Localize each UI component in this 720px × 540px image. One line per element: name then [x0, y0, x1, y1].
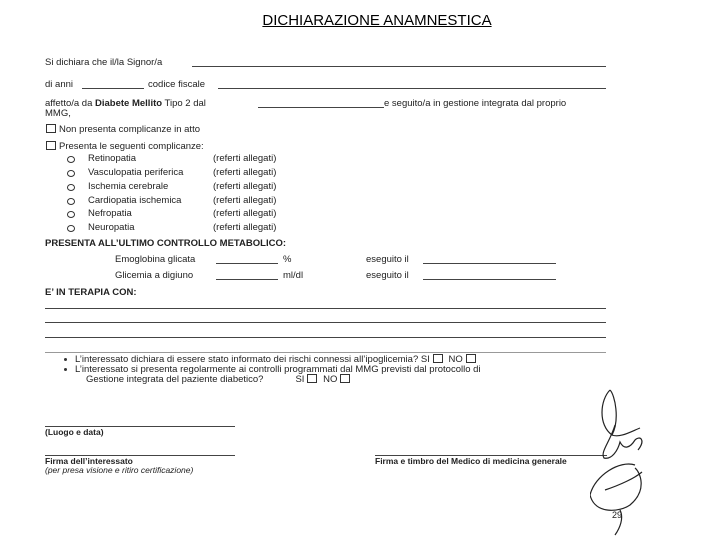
- handwritten-signature: [590, 380, 670, 540]
- q2-no-checkbox[interactable]: [340, 374, 350, 383]
- complication-radio[interactable]: [67, 156, 75, 163]
- therapy-line[interactable]: [45, 322, 606, 323]
- complication-note: (referti allegati): [213, 208, 277, 219]
- therapy-line[interactable]: [45, 352, 606, 353]
- si-label: SI: [420, 354, 430, 365]
- complication-note: (referti allegati): [213, 181, 277, 192]
- si-label: SI: [295, 374, 305, 385]
- affetto-tipo: Tipo 2 dal: [164, 98, 206, 109]
- emoglobina-label: Emoglobina glicata: [115, 254, 196, 265]
- affetto-post: e seguito/a in gestione integrata dal proprio: [384, 98, 567, 109]
- complication-radio[interactable]: [67, 184, 75, 191]
- complication-name: Vasculopatia periferica: [88, 167, 184, 178]
- signor-field[interactable]: [192, 66, 606, 67]
- document-title: [0, 12, 720, 29]
- question-controls: L’interessato si presenta regolarmente ai controlli programmati dal MMG previsti dal protocollo di: [75, 364, 481, 375]
- checkbox[interactable]: [46, 124, 56, 133]
- mmg-label: MMG,: [45, 108, 71, 119]
- no-label: NO: [323, 374, 338, 385]
- glicemia-unit: ml/dl: [283, 270, 304, 281]
- q1-si-checkbox[interactable]: [433, 354, 443, 363]
- dal-field[interactable]: [258, 107, 384, 108]
- therapy-line[interactable]: [45, 337, 606, 338]
- glicemia-eseguito-label: eseguito il: [366, 270, 409, 281]
- complication-note: (referti allegati): [213, 222, 277, 233]
- bullet: [64, 368, 67, 371]
- metabolic-heading: PRESENTA ALL’ULTIMO CONTROLLO METABOLICO:: [45, 238, 286, 249]
- therapy-heading: E’ IN TERAPIA CON:: [45, 287, 137, 298]
- option-some-label: Presenta le seguenti complicanze:: [59, 141, 204, 152]
- complication-name: Ischemia cerebrale: [88, 181, 169, 192]
- complication-radio[interactable]: [67, 211, 75, 218]
- affetto-pre: affetto/a da: [45, 98, 93, 109]
- title-text: DICHIARAZIONE ANAMNESTICA: [262, 12, 492, 29]
- question-controls-cont: [86, 374, 353, 385]
- anni-label: di anni: [45, 79, 73, 90]
- option-none[interactable]: [43, 124, 200, 135]
- q1-no-checkbox[interactable]: [466, 354, 476, 363]
- complication-name: Retinopatia: [88, 153, 137, 164]
- glicemia-date-field[interactable]: [423, 279, 556, 280]
- glicemia-label: Glicemia a digiuno: [115, 270, 194, 281]
- diagnosis: Diabete Mellito: [95, 98, 163, 109]
- signor-label: Si dichiara che il/la Signor/a: [45, 57, 163, 68]
- therapy-line[interactable]: [45, 308, 606, 309]
- complication-name: Nefropatia: [88, 208, 132, 219]
- checkbox[interactable]: [46, 141, 56, 150]
- no-label: NO: [448, 354, 463, 365]
- option-some[interactable]: [43, 141, 204, 152]
- complication-note: (referti allegati): [213, 195, 277, 206]
- q2-text: Gestione integrata del paziente diabetico?: [86, 374, 264, 385]
- emoglobina-field[interactable]: [216, 263, 278, 264]
- luogo-label: (Luogo e data): [45, 427, 104, 437]
- anni-field[interactable]: [82, 88, 144, 89]
- bullet: [64, 358, 67, 361]
- firma-medico-label: Firma e timbro del Medico di medicina generale: [375, 456, 567, 466]
- complication-name: Neuropatia: [88, 222, 135, 233]
- firma-note: (per presa visione e ritiro certificazione): [45, 465, 194, 475]
- glicemia-field[interactable]: [216, 279, 278, 280]
- complication-radio[interactable]: [67, 225, 75, 232]
- q1-text: L’interessato dichiara di essere stato informato dei rischi connessi all’ipoglicemia?: [75, 354, 419, 365]
- q2-si-checkbox[interactable]: [307, 374, 317, 383]
- complication-note: (referti allegati): [213, 167, 277, 178]
- option-none-label: Non presenta complicanze in atto: [59, 124, 200, 135]
- emoglobina-eseguito-label: eseguito il: [366, 254, 409, 265]
- firma-interessato-label: Firma dell’interessato: [45, 456, 133, 466]
- complication-radio[interactable]: [67, 170, 75, 177]
- emoglobina-unit: %: [283, 254, 292, 265]
- page-number: 29: [612, 510, 623, 520]
- codice-field[interactable]: [218, 88, 606, 89]
- complication-radio[interactable]: [67, 198, 75, 205]
- codice-label: codice fiscale: [148, 79, 206, 90]
- emoglobina-date-field[interactable]: [423, 263, 556, 264]
- complication-name: Cardiopatia ischemica: [88, 195, 182, 206]
- complication-note: (referti allegati): [213, 153, 277, 164]
